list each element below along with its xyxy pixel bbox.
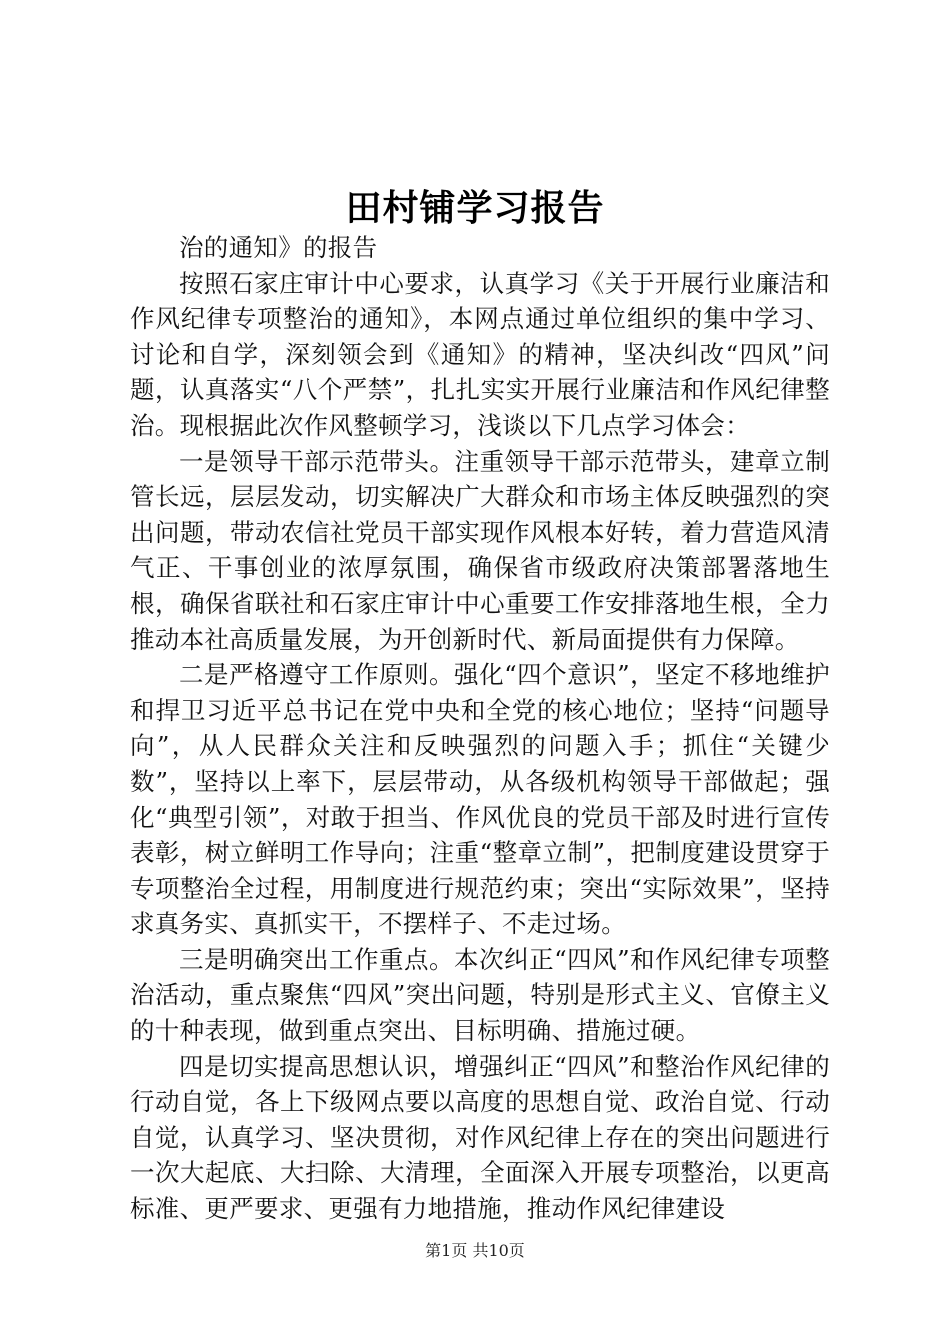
page-footer: 第1页 共10页 (425, 1241, 525, 1260)
paragraph: 四是切实提高思想认识，增强纠正“四风”和整治作风纪律的行动自觉，各上下级网点要以高度的思想自觉、政治自觉、行动自觉，认真学习、坚决贯彻，对作风纪律上存在的突出问题进行一次大起底、大扫除、大清理，全面深入开展专项整治，以更高标准、更严要求、更强有力地措施，推动作风纪律建设 (130, 1051, 830, 1224)
paragraph: 治的通知》的报告 (179, 233, 378, 262)
document-title: 田村铺学习报告 (345, 187, 605, 229)
paragraph: 二是严格遵守工作原则。强化“四个意识”，坚定不移地维护和捍卫习近平总书记在党中央和全党的核心地位；坚持“问题导向”，从人民群众关注和反映强烈的问题入手；抓住“关键少数”，坚持以上率下，层层带动，从各级机构领导干部做起；强化“典型引领”，对敢于担当、作风优良的党员干部及时进行宣传表彰，树立鲜明工作导向；注重“整章立制”，把制度建设贯穿于专项整治全过程，用制度进行规范约束；突出“实际效果”，坚持求真务实、真抓实干，不摆样子、不走过场。 (130, 660, 831, 939)
document-body (130, 230, 830, 1227)
paragraph: 三是明确突出工作重点。本次纠正“四风”和作风纪律专项整治活动，重点聚焦“四风”突出问题，特别是形式主义、官僚主义的十种表现，做到重点突出、目标明确、措施过硬。 (130, 944, 830, 1046)
paragraph: 一是领导干部示范带头。注重领导干部示范带头，建章立制管长远，层层发动，切实解决广大群众和市场主体反映强烈的突出问题，带动农信社党员干部实现作风根本好转，着力营造风清气正、干事创业的浓厚氛围，确保省市级政府决策部署落地生根，确保省联社和石家庄审计中心重要工作安排落地生根，全力推动本社高质量发展，为开创新时代、新局面提供有力保障。 (130, 446, 830, 654)
paragraph: 按照石家庄审计中心要求，认真学习《关于开展行业廉洁和作风纪律专项整治的通知》，本网点通过单位组织的集中学习、讨论和自学，深刻领会到《通知》的精神，坚决纠改“四风”问题，认真落实“八个严禁”，扎扎实实开展行业廉洁和作风纪律整治。现根据此次作风整顿学习，浅谈以下几点学习体会： (130, 268, 830, 440)
